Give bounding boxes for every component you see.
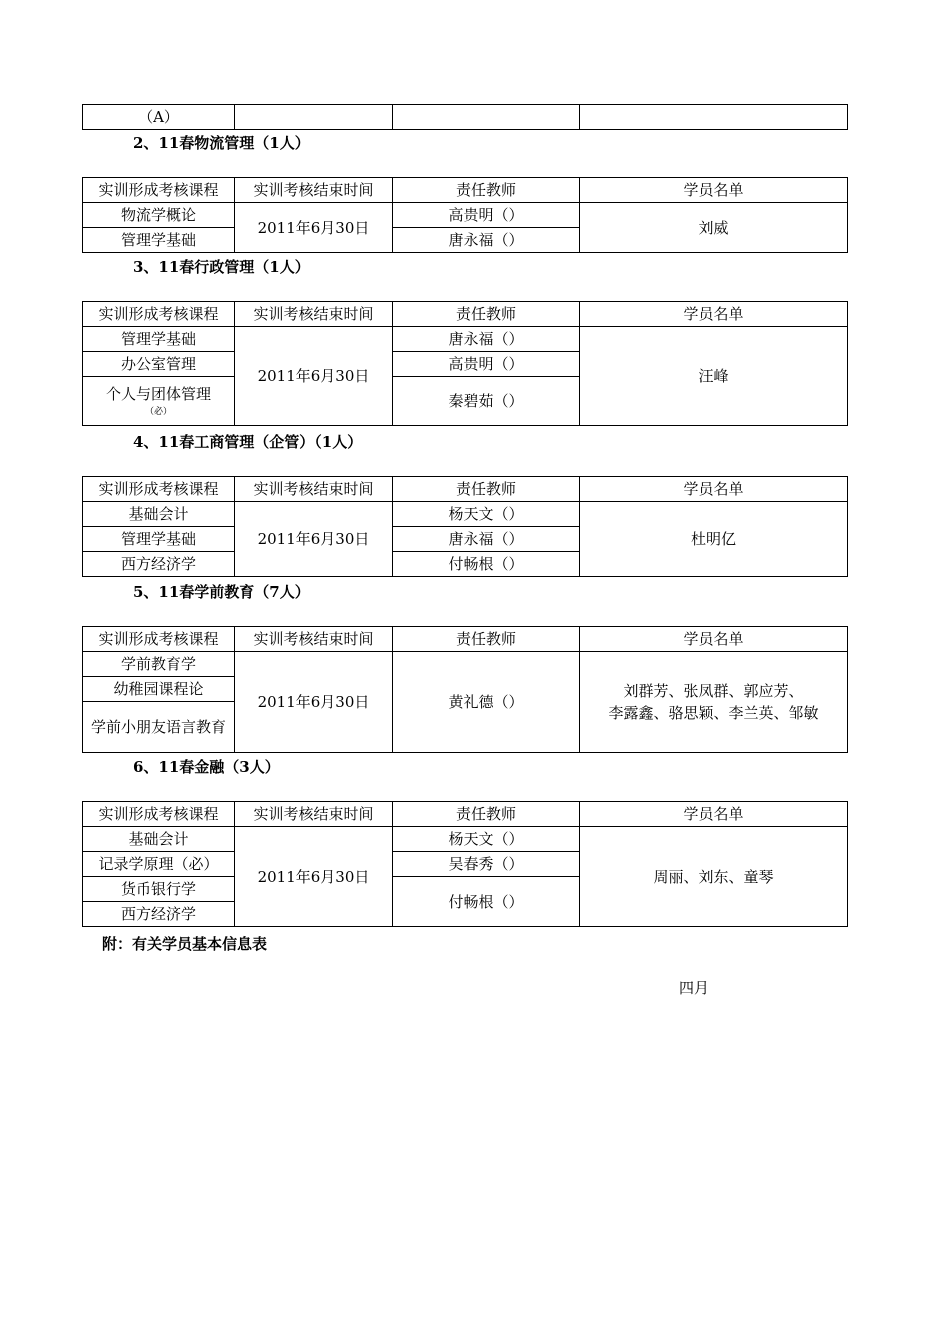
students-cell xyxy=(580,652,848,753)
teacher-cell: 吴春秀（） xyxy=(393,852,580,877)
table-row xyxy=(83,203,848,228)
students-cell: 刘威 xyxy=(580,203,848,253)
students-line: 李露鑫、骆思颖、李兰英、邹敏 xyxy=(608,704,819,722)
end-date-cell: 2011年6月30日 xyxy=(235,203,393,253)
course-table-logistics xyxy=(82,177,848,253)
section-title: 2、11春物流管理（1人） xyxy=(133,134,310,152)
teacher-cell: 高贵明（） xyxy=(393,352,580,377)
table-cell xyxy=(235,105,393,130)
course-cell: 学前教育学 xyxy=(83,652,235,677)
course-cell xyxy=(83,377,235,426)
students-cell: 汪峰 xyxy=(580,327,848,426)
table-cell: （A） xyxy=(83,105,235,130)
header-end-time: 实训考核结束时间 xyxy=(235,477,393,502)
section-title: 5、11春学前教育（7人） xyxy=(133,583,310,601)
attachment-note: 附：有关学员基本信息表 xyxy=(102,935,268,953)
course-cell: 管理学基础 xyxy=(83,327,235,352)
teacher-cell: 杨天文（） xyxy=(393,827,580,852)
header-students: 学员名单 xyxy=(580,477,848,502)
course-name: 个人与团体管理 xyxy=(105,385,211,403)
header-students: 学员名单 xyxy=(580,802,848,827)
header-teacher: 责任教师 xyxy=(393,477,580,502)
table-row xyxy=(83,105,848,130)
course-note: （必） xyxy=(144,407,172,417)
course-cell: 学前小朋友语言教育 xyxy=(83,702,235,753)
course-cell: 物流学概论 xyxy=(83,203,235,228)
end-date-cell: 2011年6月30日 xyxy=(235,827,393,927)
table-header-row xyxy=(83,627,848,652)
teacher-cell: 付畅根（） xyxy=(393,877,580,927)
table-row xyxy=(83,827,848,852)
end-date-cell: 2011年6月30日 xyxy=(235,327,393,426)
course-cell: 基础会计 xyxy=(83,502,235,527)
end-date-cell: 2011年6月30日 xyxy=(235,652,393,753)
course-cell: 管理学基础 xyxy=(83,228,235,253)
header-course: 实训形成考核课程 xyxy=(83,302,235,327)
section-title: 3、11春行政管理（1人） xyxy=(133,258,310,276)
header-teacher: 责任教师 xyxy=(393,802,580,827)
students-cell: 杜明亿 xyxy=(580,502,848,577)
header-end-time: 实训考核结束时间 xyxy=(235,627,393,652)
teacher-cell: 唐永福（） xyxy=(393,527,580,552)
course-cell: 货币银行学 xyxy=(83,877,235,902)
teacher-cell: 杨天文（） xyxy=(393,502,580,527)
course-cell: 西方经济学 xyxy=(83,552,235,577)
header-course: 实训形成考核课程 xyxy=(83,178,235,203)
header-course: 实训形成考核课程 xyxy=(83,627,235,652)
course-cell: 记录学原理（必） xyxy=(83,852,235,877)
teacher-cell: 唐永福（） xyxy=(393,327,580,352)
header-teacher: 责任教师 xyxy=(393,302,580,327)
table-header-row xyxy=(83,178,848,203)
course-cell: 基础会计 xyxy=(83,827,235,852)
top-fragment-table xyxy=(82,104,848,130)
header-teacher: 责任教师 xyxy=(393,178,580,203)
section-title: 6、11春金融（3人） xyxy=(133,758,280,776)
table-header-row xyxy=(83,802,848,827)
table-header-row xyxy=(83,302,848,327)
header-end-time: 实训考核结束时间 xyxy=(235,178,393,203)
course-table-business xyxy=(82,476,848,577)
end-date-cell: 2011年6月30日 xyxy=(235,502,393,577)
header-students: 学员名单 xyxy=(580,302,848,327)
course-cell: 西方经济学 xyxy=(83,902,235,927)
students-cell: 周丽、刘东、童琴 xyxy=(580,827,848,927)
date-month: 四月 xyxy=(679,979,710,997)
table-header-row xyxy=(83,477,848,502)
table-row xyxy=(83,327,848,352)
course-table-administration xyxy=(82,301,848,426)
header-course: 实训形成考核课程 xyxy=(83,802,235,827)
course-table-preschool xyxy=(82,626,848,753)
table-row xyxy=(83,652,848,677)
section-title: 4、11春工商管理（企管）（1人） xyxy=(133,433,363,451)
course-table-finance xyxy=(82,801,848,927)
course-cell: 幼稚园课程论 xyxy=(83,677,235,702)
teacher-cell: 付畅根（） xyxy=(393,552,580,577)
header-end-time: 实训考核结束时间 xyxy=(235,802,393,827)
header-students: 学员名单 xyxy=(580,627,848,652)
teacher-cell: 高贵明（） xyxy=(393,203,580,228)
course-cell: 办公室管理 xyxy=(83,352,235,377)
header-end-time: 实训考核结束时间 xyxy=(235,302,393,327)
teacher-cell: 秦碧茹（） xyxy=(393,377,580,426)
header-students: 学员名单 xyxy=(580,178,848,203)
teacher-cell: 黄礼德（） xyxy=(393,652,580,753)
table-cell xyxy=(580,105,848,130)
header-teacher: 责任教师 xyxy=(393,627,580,652)
course-cell: 管理学基础 xyxy=(83,527,235,552)
table-cell xyxy=(393,105,580,130)
table-row xyxy=(83,502,848,527)
header-course: 实训形成考核课程 xyxy=(83,477,235,502)
teacher-cell: 唐永福（） xyxy=(393,228,580,253)
students-line: 刘群芳、张凤群、郭应芳、 xyxy=(623,682,804,700)
